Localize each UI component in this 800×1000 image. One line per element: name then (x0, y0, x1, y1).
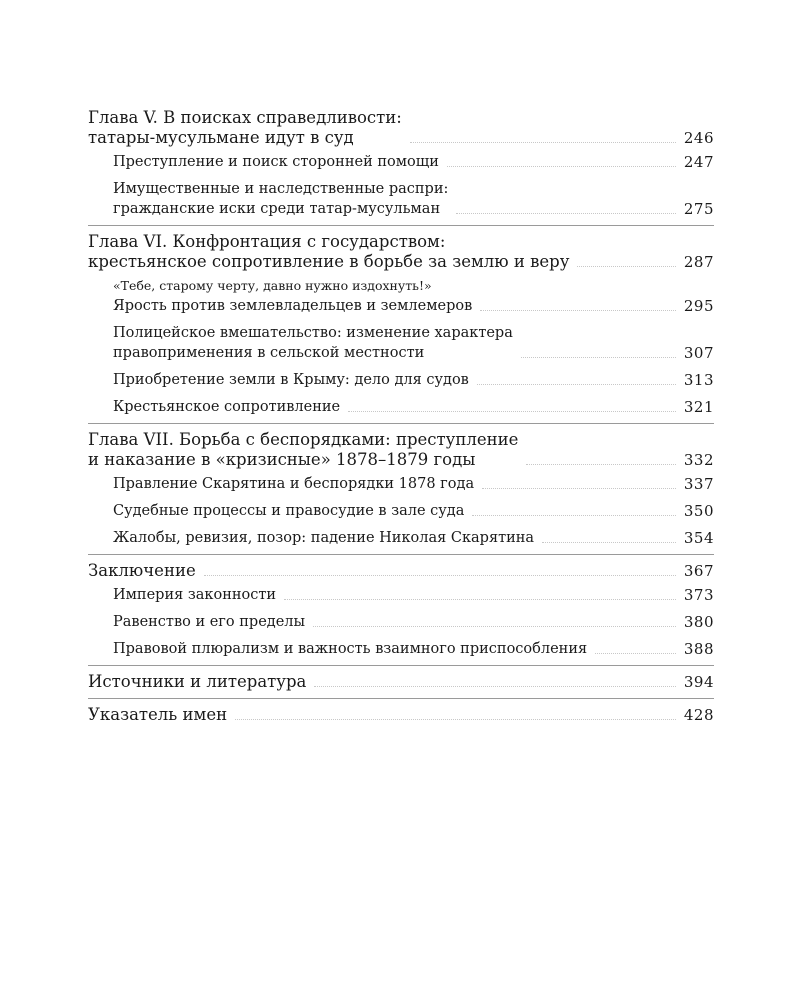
page-number: 321 (683, 398, 714, 416)
page-number: 428 (683, 706, 714, 724)
dot-leader (595, 653, 676, 654)
toc-entry-title: Крестьянское сопротивление (113, 399, 341, 415)
toc-index (88, 705, 714, 731)
dot-leader (542, 542, 676, 543)
dot-leader (204, 575, 676, 576)
toc-entry-title-line: Глава VI. Конфронтация с государством: (88, 232, 446, 251)
dot-leader (482, 488, 676, 489)
toc-entry-title-line: татары-мусульмане идут в суд (88, 128, 354, 147)
toc-entry-title-line: «Тебе, старому черту, давно нужно издохнуть!» (113, 278, 432, 293)
toc-entry-title: Указатель имен (88, 705, 228, 724)
dot-leader (284, 599, 676, 600)
page-number: 295 (683, 297, 714, 315)
toc-entry-section[interactable] (88, 323, 714, 363)
dot-leader (314, 686, 675, 687)
dot-leader (577, 266, 675, 267)
toc-entry-title (88, 232, 569, 272)
page-number: 332 (683, 451, 714, 469)
page-number: 354 (683, 529, 714, 547)
page-number: 337 (683, 475, 714, 493)
toc-entry-title-line: Имущественные и наследственные распри: (113, 181, 449, 197)
toc-entry-title-line: гражданские иски среди татар-мусульман (113, 201, 441, 217)
dot-leader (235, 719, 676, 720)
toc-entry-title: Правовой плюрализм и важность взаимного приспособления (113, 641, 588, 657)
page-number: 350 (683, 502, 714, 520)
toc-entry-title-line: Полицейское вмешательство: изменение характера (113, 325, 513, 341)
toc-entry-section[interactable] (88, 397, 714, 417)
toc-entry-title-line: Глава V. В поисках справедливости: (88, 108, 402, 127)
toc-entry-title-line: правоприменения в сельской местности (113, 345, 425, 361)
toc-entry-chapter-6[interactable] (88, 232, 714, 272)
toc-entry-title-line: Ярость против землевладельцев и землемеров (113, 298, 473, 314)
dot-leader (456, 213, 675, 214)
toc-entry-title (88, 108, 402, 148)
dot-leader (526, 464, 676, 465)
toc-entry-title: Империя законности (113, 587, 277, 603)
page-number: 394 (683, 673, 714, 691)
toc-entry-title (113, 276, 472, 316)
toc-entry-title: Равенство и его пределы (113, 614, 306, 630)
toc-entry-section[interactable] (88, 639, 714, 659)
toc-entry-title: Преступление и поиск сторонней помощи (113, 154, 439, 170)
toc-chapter-6 (88, 232, 714, 424)
page-number: 287 (683, 253, 714, 271)
toc-entry-sources[interactable] (88, 672, 714, 692)
toc-entry-title-line: Глава VII. Борьба с беспорядками: преступление (88, 430, 519, 449)
toc-entry-section[interactable] (88, 276, 714, 316)
toc-entry-index[interactable] (88, 705, 714, 725)
dot-leader (348, 411, 676, 412)
toc-entry-chapter-5[interactable] (88, 108, 714, 148)
page-number: 246 (683, 129, 714, 147)
toc-entry-title (113, 323, 513, 363)
toc-entry-title: Судебные процессы и правосудие в зале суда (113, 503, 465, 519)
page-number: 247 (683, 153, 714, 171)
page-number: 307 (683, 344, 714, 362)
toc-entry-section[interactable] (88, 585, 714, 605)
page-number: 373 (683, 586, 714, 604)
page-number: 313 (683, 371, 714, 389)
toc-entry-title (113, 179, 448, 219)
toc-entry-section[interactable] (88, 501, 714, 521)
page-number: 367 (683, 562, 714, 580)
toc-conclusion (88, 561, 714, 666)
toc-entry-title: Жалобы, ревизия, позор: падение Николая Скарятина (113, 530, 535, 546)
dot-leader (521, 357, 676, 358)
toc-entry-title: Источники и литература (88, 672, 307, 691)
toc-entry-title-line: и наказание в «кризисные» 1878–1879 годы (88, 450, 476, 469)
table-of-contents (88, 108, 714, 737)
toc-entry-title: Правление Скарятина и беспорядки 1878 года (113, 476, 475, 492)
dot-leader (313, 626, 676, 627)
toc-chapter-7 (88, 430, 714, 555)
toc-entry-title: Заключение (88, 561, 196, 580)
dot-leader (472, 515, 675, 516)
toc-entry-section[interactable] (88, 152, 714, 172)
toc-entry-chapter-7[interactable] (88, 430, 714, 470)
dot-leader (480, 310, 676, 311)
toc-entry-title (88, 430, 518, 470)
toc-entry-conclusion[interactable] (88, 561, 714, 581)
page-number: 275 (683, 200, 714, 218)
toc-sources (88, 672, 714, 699)
toc-entry-title: Приобретение земли в Крыму: дело для судов (113, 372, 469, 388)
toc-entry-section[interactable] (88, 370, 714, 390)
toc-entry-section[interactable] (88, 528, 714, 548)
dot-leader (410, 142, 676, 143)
toc-chapter-5 (88, 108, 714, 226)
dot-leader (477, 384, 676, 385)
toc-entry-section[interactable] (88, 474, 714, 494)
toc-entry-section[interactable] (88, 179, 714, 219)
page-number: 380 (683, 613, 714, 631)
toc-entry-title-line: крестьянское сопротивление в борьбе за землю и веру (88, 252, 570, 271)
toc-entry-section[interactable] (88, 612, 714, 632)
dot-leader (447, 166, 676, 167)
page-number: 388 (683, 640, 714, 658)
